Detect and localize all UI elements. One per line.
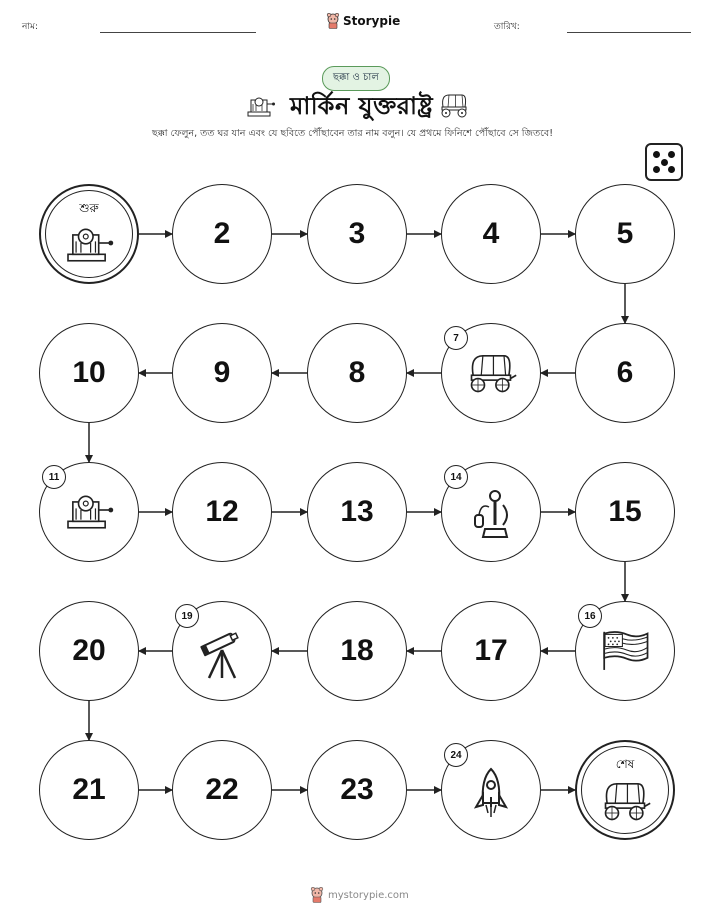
board-space [172, 462, 272, 562]
space-number-badge: 16 [578, 604, 602, 628]
game-tag: ছক্কা ও চাল [322, 66, 390, 91]
finish-label: শেষ [615, 757, 635, 771]
space-number: 22 [205, 773, 239, 806]
mascot-icon [310, 887, 324, 903]
space-number: 21 [72, 773, 106, 806]
board-space [575, 323, 675, 423]
board-space [441, 601, 541, 701]
space-number: 4 [482, 217, 500, 250]
space-number: 13 [340, 495, 374, 528]
space-number: 18 [340, 634, 374, 667]
space-number: 20 [72, 634, 106, 667]
board-space [575, 184, 675, 284]
space-number: 5 [616, 217, 634, 250]
space-number: 2 [213, 217, 231, 250]
start-space [39, 184, 139, 284]
space-number: 6 [616, 356, 634, 389]
name-label: নাম: [22, 22, 39, 32]
board-space [575, 601, 675, 701]
machine-icon [63, 489, 115, 535]
space-number-badge: 19 [175, 604, 199, 628]
space-number: 9 [213, 356, 231, 389]
start-label: শুরু [79, 201, 99, 215]
board-space [39, 462, 139, 562]
space-number: 23 [340, 773, 374, 806]
board-space [307, 601, 407, 701]
space-number-badge: 14 [444, 465, 468, 489]
flag-icon [599, 628, 651, 676]
board-space [441, 184, 541, 284]
rocket-icon [474, 767, 508, 825]
footer [310, 887, 409, 903]
space-number-badge: 24 [444, 743, 468, 767]
board-space [172, 601, 272, 701]
telescope-icon [199, 628, 245, 684]
board-space [441, 323, 541, 423]
space-number: 10 [72, 356, 106, 389]
space-number: 8 [348, 356, 366, 389]
date-label: তারিখ: [494, 22, 520, 32]
board-space [307, 323, 407, 423]
machine-icon [63, 222, 115, 268]
space-number: 12 [205, 495, 239, 528]
instructions: ছক্কা ফেলুন, তত ঘর যান এবং যে ছবিতে পৌঁছাবেন তার নাম বলুন। যে প্রথমে ফিনিশে পৌঁছাবে সে জিতবে! [152, 128, 554, 139]
footer-url: mystorypie.com [328, 889, 409, 901]
board-space [39, 740, 139, 840]
board-space [172, 740, 272, 840]
space-number: 15 [608, 495, 642, 528]
board-space [172, 184, 272, 284]
board-space [172, 323, 272, 423]
board-space [575, 462, 675, 562]
board-space [39, 601, 139, 701]
board-space [307, 184, 407, 284]
space-number: 3 [348, 217, 366, 250]
finish-space [575, 740, 675, 840]
telephone-icon [471, 489, 511, 545]
page-title: মার্কিন যুক্তরাষ্ট্র [290, 92, 434, 120]
space-number-badge: 11 [42, 465, 66, 489]
board-space [307, 462, 407, 562]
space-number: 17 [474, 634, 508, 667]
board-space [441, 462, 541, 562]
board-space [39, 323, 139, 423]
board-space [307, 740, 407, 840]
wagon-icon [599, 778, 651, 826]
brand-name: Storypie [343, 14, 401, 28]
wagon-icon [465, 350, 517, 398]
board-space [441, 740, 541, 840]
space-number-badge: 7 [444, 326, 468, 350]
